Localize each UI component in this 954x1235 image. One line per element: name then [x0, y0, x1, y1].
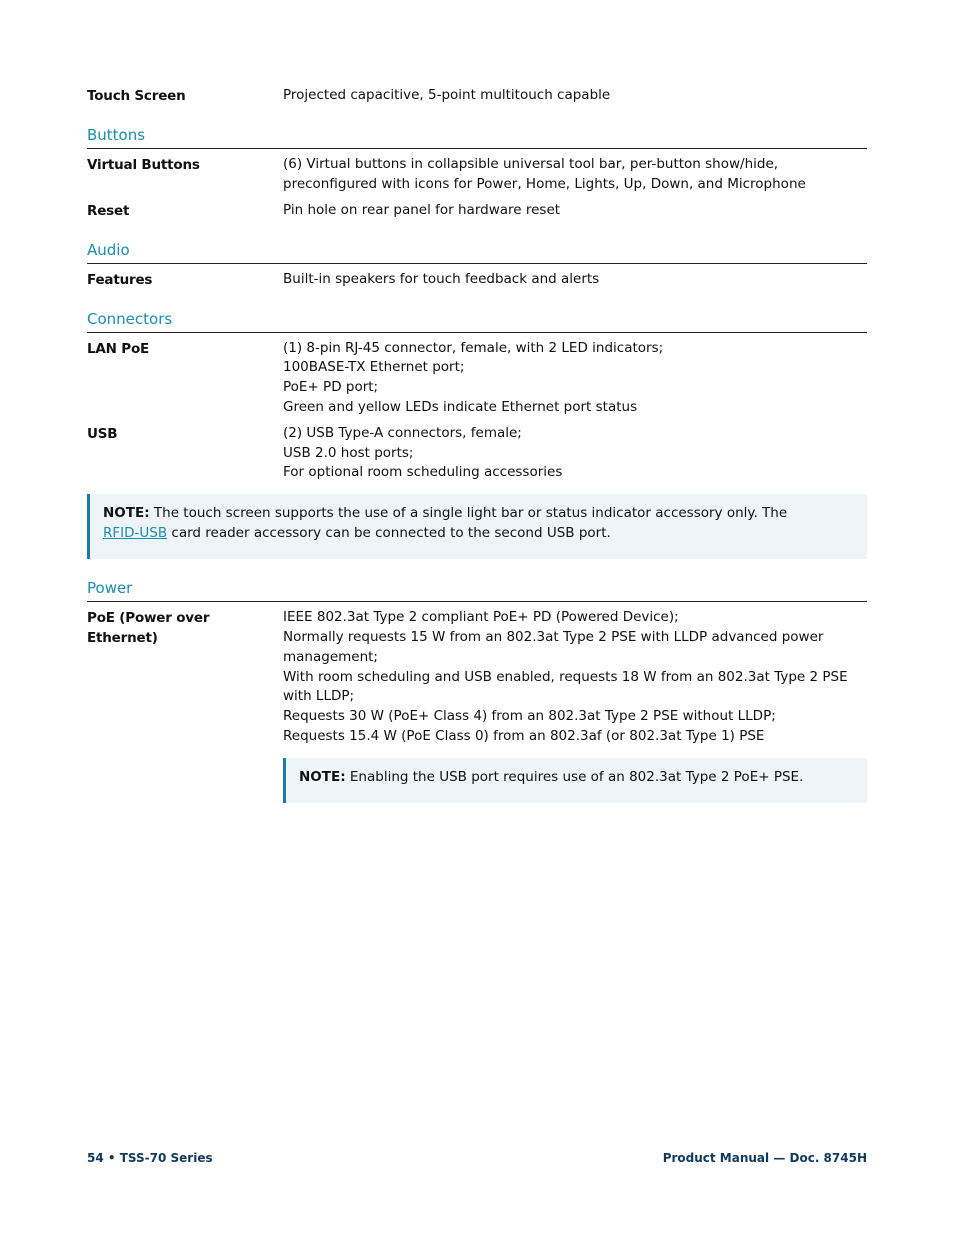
spec-line: With room scheduling and USB enabled, requests 18 W from an 802.3at Type 2 PSE with LLDP; [283, 668, 848, 705]
note-text: Enabling the USB port requires use of an 802.3at Type 2 PoE+ PSE. [345, 768, 804, 785]
spec-line: Requests 15.4 W (PoE Class 0) from an 802.3af (or 802.3at Type 1) PSE [283, 727, 765, 744]
section-heading-connectors: Connectors [87, 309, 867, 333]
spec-term: USB [87, 425, 118, 442]
spec-row-features [87, 270, 867, 290]
spec-desc: Pin hole on rear panel for hardware reset [283, 201, 561, 218]
spec-line: IEEE 802.3at Type 2 compliant PoE+ PD (Powered Device); [283, 609, 679, 626]
section-heading-power: Power [87, 578, 867, 602]
spec-line: USB 2.0 host ports; [283, 444, 414, 461]
spec-term: Features [87, 271, 153, 288]
note-box-usb [87, 494, 867, 559]
note-label: NOTE: [103, 505, 150, 522]
spec-row-reset [87, 201, 867, 221]
spec-line: Green and yellow LEDs indicate Ethernet port status [283, 398, 638, 415]
section-heading-audio: Audio [87, 240, 867, 264]
note-box-power [283, 758, 867, 803]
spec-line: PoE+ PD port; [283, 379, 379, 396]
spec-desc: Projected capacitive, 5-point multitouch capable [283, 87, 611, 103]
spec-desc [283, 608, 867, 803]
spec-term: LAN PoE [87, 340, 150, 357]
footer-page-info: 54 • TSS-70 Series [87, 1151, 213, 1165]
spec-row-lan-poe [87, 339, 867, 418]
spec-desc [283, 424, 867, 483]
section-heading-buttons: Buttons [87, 125, 867, 149]
spec-line: (1) 8-pin RJ-45 connector, female, with 2 LED indicators; [283, 339, 664, 356]
spec-desc [283, 339, 867, 418]
spec-term: Touch Screen [87, 88, 186, 104]
spec-term: Virtual Buttons [87, 157, 200, 173]
note-label: NOTE: [299, 768, 346, 785]
spec-content [87, 86, 867, 803]
spec-row-usb [87, 424, 867, 483]
rfid-usb-link[interactable]: RFID-USB [103, 525, 168, 542]
spec-term: PoE (Power over Ethernet) [87, 610, 210, 647]
note-text: card reader accessory can be connected to the second USB port. [167, 525, 611, 542]
spec-line: (2) USB Type-A connectors, female; [283, 424, 522, 441]
spec-line: For optional room scheduling accessories [283, 464, 563, 481]
spec-term: Reset [87, 202, 130, 219]
spec-row-touch-screen [87, 86, 867, 106]
footer-doc-info: Product Manual — Doc. 8745H [662, 1151, 867, 1165]
spec-desc: Built-in speakers for touch feedback and alerts [283, 270, 600, 287]
spec-line: Requests 30 W (PoE+ Class 4) from an 802.3at Type 2 PSE without LLDP; [283, 708, 776, 725]
spec-row-virtual-buttons [87, 155, 867, 195]
spec-desc: (6) Virtual buttons in collapsible universal tool bar, per-button show/hide, preconfigured with icons for Power, Home, Lights, Up, Down, and Microphone [283, 156, 806, 192]
note-text: The touch screen supports the use of a single light bar or status indicator accessory only. The [149, 505, 788, 522]
spec-line: 100BASE-TX Ethernet port; [283, 359, 465, 376]
spec-row-poe [87, 608, 867, 803]
spec-line: Normally requests 15 W from an 802.3at Type 2 PSE with LLDP advanced power management; [283, 628, 824, 665]
